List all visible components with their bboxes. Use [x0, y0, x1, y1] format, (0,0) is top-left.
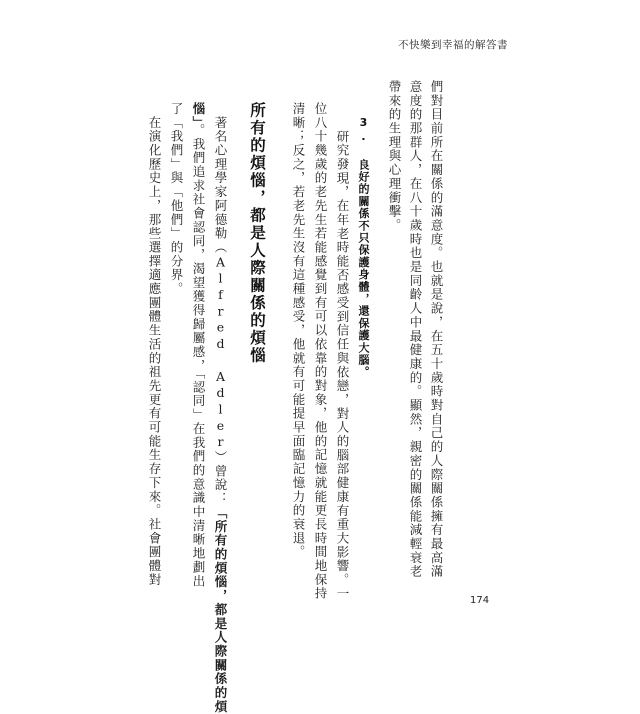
section-heading-text: 所有的煩惱，都是人際關係的煩惱 — [248, 102, 266, 365]
text-column-9 — [208, 102, 228, 714]
column-text: 了「我們」與「他們」的分界。 — [169, 102, 184, 296]
text-column-3 — [382, 80, 400, 592]
text-column-1 — [424, 80, 442, 592]
text-column-12 — [142, 102, 160, 592]
column-text: 清晰；反之，若老先生沒有這種感受，他就有可能提早面臨記憶力的衰退。 — [291, 102, 306, 560]
text-column-10 — [186, 102, 204, 592]
column-text: 帶來的生理與心理衝擊。 — [387, 80, 402, 233]
text-column-7 — [286, 102, 304, 592]
column-text: 著名心理學家阿德勒（Alfred Adler）曾說： — [213, 102, 228, 506]
page-number: 174 — [470, 595, 490, 606]
column-text: 研究發現，在年老時能否感受到信任與依戀，對人的腦部健康有重大影響。一 — [335, 116, 350, 601]
column-text: 在演化歷史上，那些選擇適應團體生活的祖先更有可能生存下來。社會團體對 — [147, 102, 162, 587]
column-text: 位八十幾歲的老先生若能感覺到有可以依靠的對象，他的記憶就能更長時間地保持 — [313, 102, 328, 601]
text-column-11 — [164, 102, 182, 592]
running-header-book-title: 不快樂到幸福的解答書 — [398, 39, 508, 51]
text-column-6 — [308, 102, 328, 601]
numbered-subheading — [353, 116, 371, 416]
column-text: 們對目前所在關係的滿意度。也就是說，在五十歲時對自己的人際關係擁有最高滿 — [429, 80, 444, 579]
text-column-5 — [330, 116, 350, 601]
quote-emphasis: 「所有的煩惱，都是人際關係的煩 — [213, 505, 228, 714]
section-heading — [246, 102, 268, 402]
column-text: 。我們追求社會認同，渴望獲得歸屬感，「認同」在我們的意識中清晰地劃出 — [191, 123, 206, 589]
column-text: 意度的那群人，在八十歲時也是同齡人中最健康的。顯然，親密的關係能減輕衰老 — [408, 80, 423, 579]
subheading-text: 3. 良好的關係不只保護身體，還保護大腦。 — [357, 116, 370, 379]
text-column-2 — [403, 80, 421, 592]
quote-emphasis-end: 惱」 — [191, 102, 206, 124]
